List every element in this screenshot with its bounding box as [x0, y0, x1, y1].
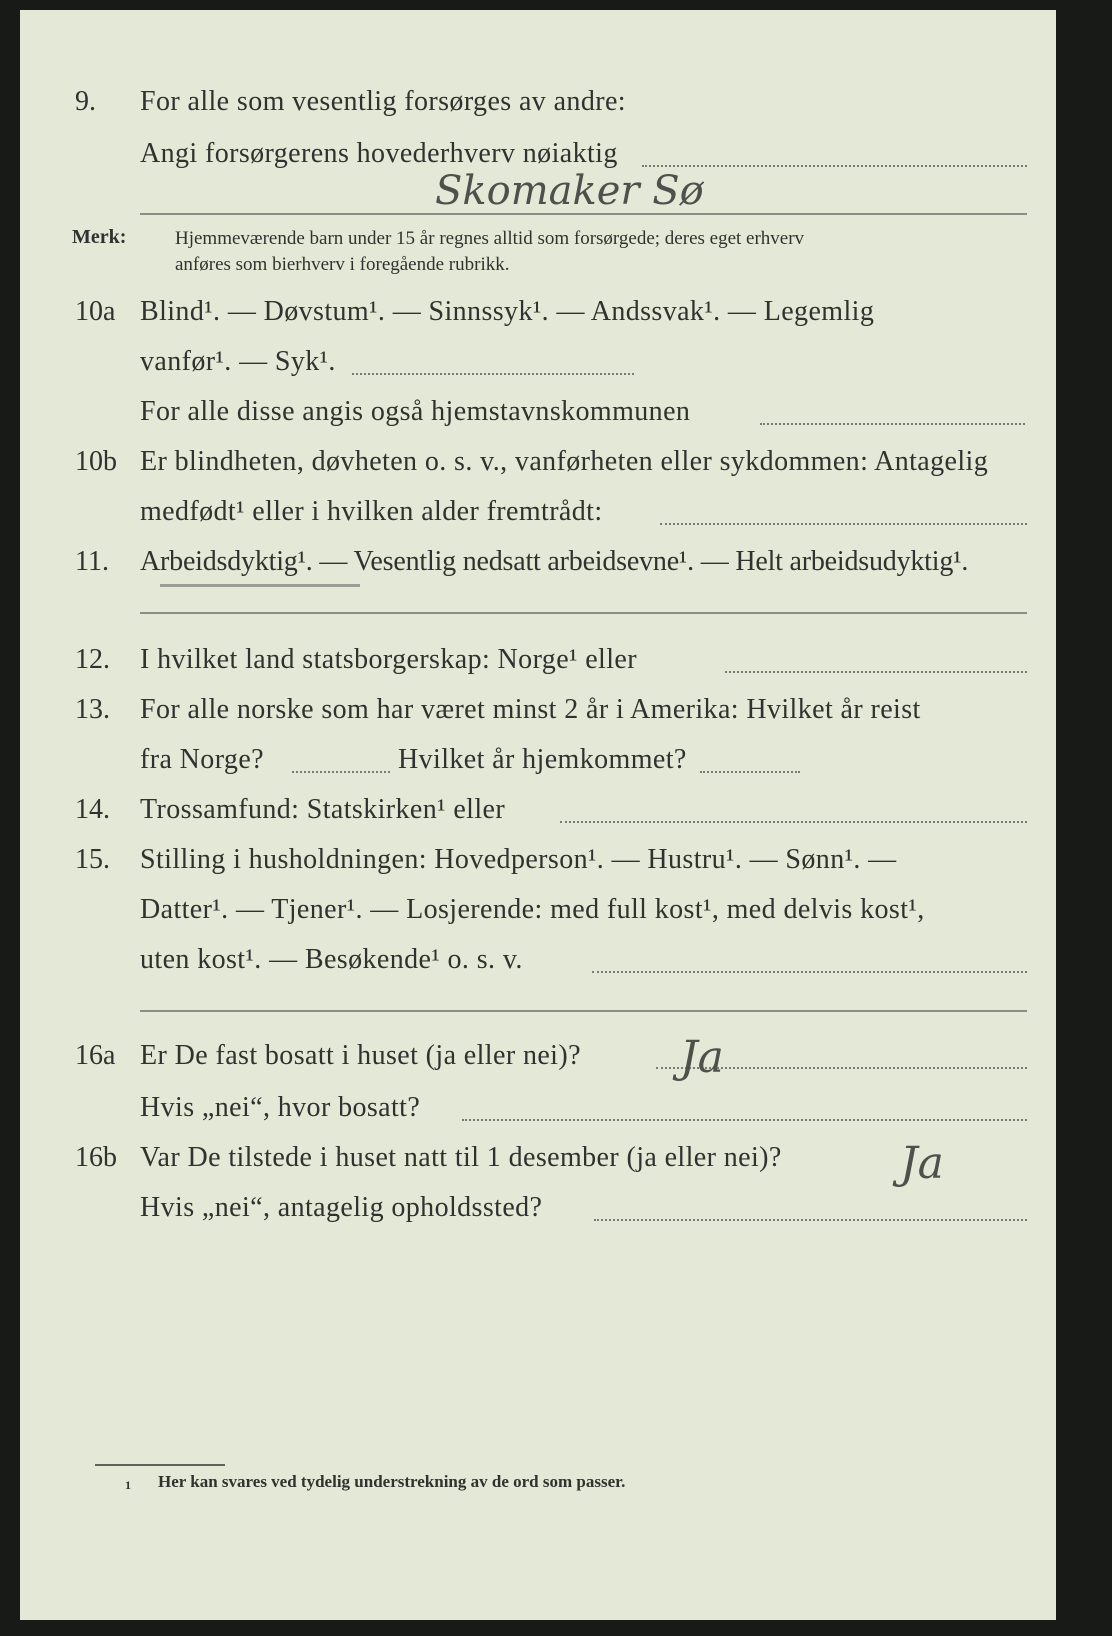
question-text: Angi forsørgerens hovederhverv nøiaktig	[140, 138, 618, 169]
underline-mark	[160, 584, 360, 587]
question-text: For alle norske som har været minst 2 år i Amerika: Hvilket år reist	[140, 694, 921, 725]
question-text: Blind¹. — Døvstum¹. — Sinnssyk¹. — Andssvak¹. — Legemlig	[140, 296, 875, 327]
footnote-mark: 1	[125, 1478, 131, 1492]
question-15-line-2	[20, 894, 1086, 934]
footnote-text: Her kan svares ved tydelig understrekning av de ord som passer.	[158, 1472, 626, 1491]
question-text: For alle disse angis også hjemstavnskommunen	[140, 396, 691, 427]
answer-line[interactable]	[594, 1219, 1027, 1221]
question-text: Arbeidsdyktig¹. — Vesentlig nedsatt arbeidsevne¹. — Helt arbeidsudyktig¹.	[140, 546, 969, 577]
handwritten-answer: Skomaker Sø	[435, 168, 704, 214]
question-9	[20, 86, 1086, 126]
answer-line[interactable]	[292, 771, 390, 773]
question-15-line-3	[20, 944, 1086, 984]
question-number: 12.	[75, 644, 110, 675]
question-text: Datter¹. — Tjener¹. — Losjerende: med full kost¹, med delvis kost¹,	[140, 894, 925, 925]
question-text: Hvilket år hjemkommet?	[398, 744, 687, 775]
note-label: Merk:	[72, 226, 127, 248]
question-text: Hvis „nei“, antagelig opholdssted?	[140, 1192, 543, 1223]
question-text: uten kost¹. — Besøkende¹ o. s. v.	[140, 944, 523, 975]
question-number: 13.	[75, 694, 110, 725]
handwritten-answer: Ja	[900, 1138, 944, 1189]
question-number: 16b	[75, 1142, 117, 1173]
answer-line[interactable]	[352, 373, 634, 375]
question-number: 9.	[75, 86, 96, 117]
answer-line[interactable]	[140, 213, 1027, 215]
answer-line[interactable]	[642, 165, 1027, 167]
note-text: anføres som bierhverv i foregående rubrikk.	[175, 254, 510, 275]
question-text: For alle som vesentlig forsørges av andre:	[140, 86, 626, 117]
question-number: 11.	[75, 546, 109, 577]
question-16b-line-2	[20, 1192, 1086, 1232]
answer-line[interactable]	[140, 1010, 1027, 1012]
footnote-rule	[95, 1464, 225, 1466]
question-text: vanfør¹. — Syk¹.	[140, 346, 336, 377]
question-text: Hvis „nei“, hvor bosatt?	[140, 1092, 421, 1123]
answer-line[interactable]	[140, 612, 1027, 614]
question-number: 15.	[75, 844, 110, 875]
answer-line[interactable]	[462, 1119, 1027, 1121]
question-text: medfødt¹ eller i hvilken alder fremtrådt:	[140, 496, 603, 527]
question-text: fra Norge?	[140, 744, 264, 775]
question-number: 10b	[75, 446, 117, 477]
question-text: Var De tilstede i huset natt til 1 desember (ja eller nei)?	[140, 1142, 782, 1173]
census-form-page	[20, 10, 1086, 1620]
question-number: 14.	[75, 794, 110, 825]
question-10a-line-2	[20, 346, 1086, 386]
question-14	[20, 794, 1086, 834]
answer-line[interactable]	[592, 971, 1027, 973]
question-15	[20, 844, 1086, 884]
question-text: I hvilket land statsborgerskap: Norge¹ eller	[140, 644, 637, 675]
question-13	[20, 694, 1086, 734]
answer-line[interactable]	[560, 821, 1027, 823]
question-text: Er De fast bosatt i huset (ja eller nei)?	[140, 1040, 581, 1071]
question-number: 10a	[75, 296, 116, 327]
question-16a	[20, 1040, 1086, 1080]
answer-line[interactable]	[725, 671, 1027, 673]
question-11	[20, 546, 1086, 586]
question-10a-line-3	[20, 396, 1086, 436]
answer-line[interactable]	[700, 771, 800, 773]
note-text: Hjemmeværende barn under 15 år regnes alltid som forsørgede; deres eget erhverv	[175, 228, 805, 249]
question-10b	[20, 446, 1086, 486]
question-text: Stilling i husholdningen: Hovedperson¹. — Hustru¹. — Sønn¹. —	[140, 844, 897, 875]
question-text: Er blindheten, døvheten o. s. v., vanførheten eller sykdommen: Antagelig	[140, 446, 989, 477]
answer-line[interactable]	[760, 423, 1025, 425]
question-10b-line-2	[20, 496, 1086, 536]
question-10a	[20, 296, 1086, 336]
question-text: Trossamfund: Statskirken¹ eller	[140, 794, 506, 825]
question-12	[20, 644, 1086, 684]
handwritten-answer: Ja	[680, 1032, 724, 1083]
question-number: 16a	[75, 1040, 116, 1071]
answer-line[interactable]	[660, 523, 1027, 525]
question-13-line-2	[20, 744, 1086, 784]
question-16a-line-2	[20, 1092, 1086, 1132]
